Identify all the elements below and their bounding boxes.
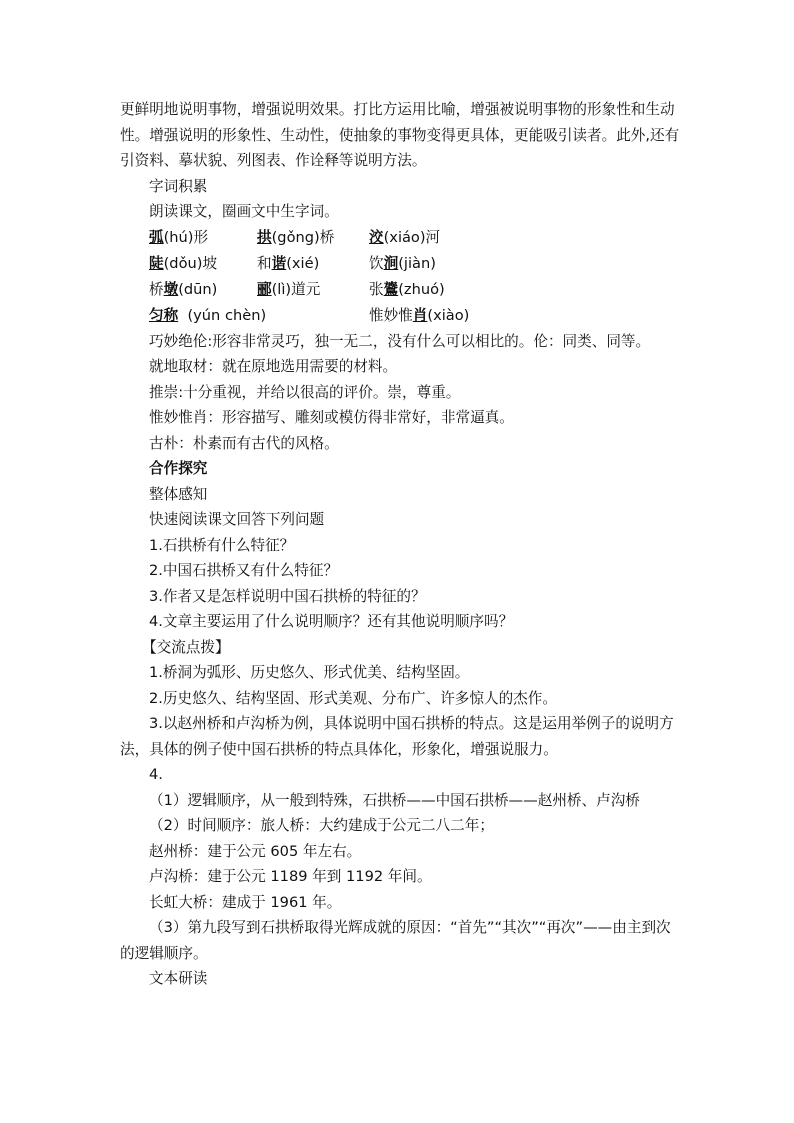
intro-paragraph: 更鲜明地说明事物，增强说明效果。打比方运用比喻，增强被说明事物的形象性和生动性。增强说明的形象性、生动性，使抽象的事物变得更具体，更能吸引读者。此外,还有引资料、摹状貌、列图表、作诠释等说明方法。: [120, 101, 680, 169]
answer-sub-item: （2）时间顺序：旅人桥：大约建成于公元二八二年；: [149, 817, 494, 834]
vocab-word: 惟妙惟肖(xiào): [369, 306, 470, 324]
question-item: 3.作者又是怎样说明中国石拱桥的特征的？: [149, 587, 426, 605]
definition: 惟妙惟肖：形容描写、雕刻或模仿得非常好，非常逼真。: [149, 409, 514, 426]
answer-sub-item: （3）第九段写到石拱桥取得光辉成就的原因：“首先”“其次”“再次”——由主到次的逻辑顺序。: [120, 919, 671, 962]
vocab-word: 张鷟(zhuó): [369, 280, 445, 298]
definition: 巧妙绝伦:形容非常灵巧，独一无二，没有什么可以相比的。伦：同类、同等。: [149, 332, 651, 350]
vocab-word: 郦(lì)道元: [257, 280, 321, 298]
vocab-word: 匀称 (yún chèn): [149, 306, 267, 324]
explore-instruction: 快速阅读课文回答下列问题: [149, 511, 325, 528]
sub-heading: 整体感知: [149, 485, 208, 503]
vocab-instruction: 朗读课文，圈画文中生字词。: [149, 203, 339, 220]
answer-sub-item: 赵州桥：建于公元 605 年左右。: [149, 842, 362, 860]
answer-item: 2.历史悠久、结构坚固、形式美观、分布广、许多惊人的杰作。: [149, 689, 557, 707]
vocab-word: 陡(dǒu)坡: [149, 254, 218, 272]
question-item: 2.中国石拱桥又有什么特征？: [149, 562, 339, 579]
question-item: 4.文章主要运用了什么说明顺序？还有其他说明顺序吗？: [149, 613, 514, 630]
vocab-heading: 字词积累: [149, 177, 208, 195]
vocab-row: [149, 251, 680, 277]
answer-sub-item: （1）逻辑顺序，从一般到特殊，石拱桥——中国石拱桥——赵州桥、卢沟桥: [149, 791, 640, 809]
answer-item: 3.以赵州桥和卢沟桥为例，具体说明中国石拱桥的特点。这是运用举例子的说明方法，具体的例子使中国石拱桥的特点具体化，形象化，增强说服力。: [120, 715, 674, 758]
definition: 就地取材：就在原地选用需要的材料。: [149, 358, 398, 375]
section-heading-reading: 文本研读: [149, 970, 208, 987]
vocab-word: 拱(gǒng)桥: [257, 228, 335, 246]
answer-sub-item: 卢沟桥：建于公元 1189 年到 1192 年间。: [149, 868, 432, 885]
answer-item: 1.桥洞为弧形、历史悠久、形式优美、结构坚固。: [149, 664, 470, 681]
vocab-word: 洨(xiáo)河: [369, 228, 441, 246]
vocab-row: [149, 225, 680, 251]
vocab-word: 和谐(xié): [257, 254, 320, 272]
vocab-word: 桥墩(dūn): [149, 280, 218, 298]
vocab-row: [149, 303, 680, 329]
answer-sub-item: 长虹大桥：建成于 1961 年。: [149, 893, 342, 911]
vocab-grid: [120, 225, 680, 329]
definition: 推崇:十分重视，并给以很高的评价。崇，尊重。: [149, 383, 461, 401]
section-heading-explore: 合作探究: [149, 460, 208, 477]
vocab-row: [149, 277, 680, 303]
definition: 古朴：朴素而有古代的风格。: [149, 434, 339, 452]
vocab-word: 饮涧(jiàn): [369, 254, 436, 272]
answers-heading: 【交流点拨】: [142, 638, 230, 656]
vocab-word: 弧(hú)形: [149, 228, 209, 246]
answer-item: 4.: [149, 766, 163, 783]
question-item: 1.石拱桥有什么特征？: [149, 536, 295, 554]
document-page: [120, 97, 680, 992]
